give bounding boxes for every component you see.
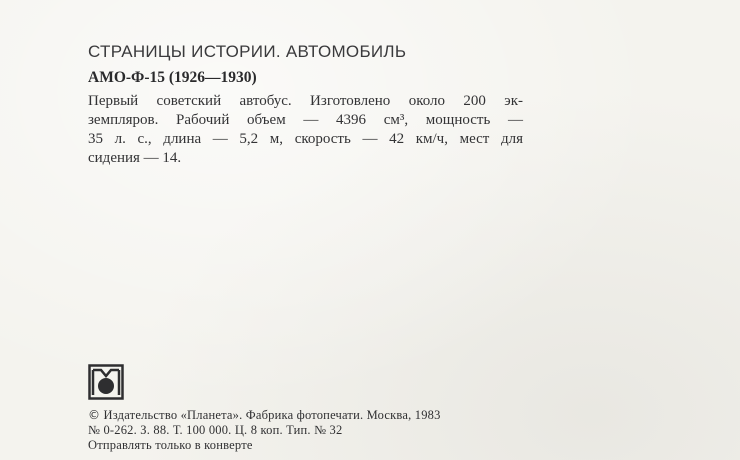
subject-title: АМО-Ф-15 (1926—1930)	[88, 69, 257, 86]
copyright-icon: ©	[88, 408, 101, 422]
description-line: Первый советский автобус. Изготовлено около 200 эк-	[88, 93, 523, 109]
publisher-logo-icon	[88, 364, 124, 400]
imprint-mailing-note: Отправлять только в конверте	[88, 438, 253, 452]
description-line: земпляров. Рабочий объем — 4396 см³, мощность —	[88, 112, 523, 128]
description	[88, 92, 523, 168]
imprint	[88, 408, 518, 453]
description-line: сидения — 14.	[88, 150, 182, 166]
description-line: 35 л. с., длина — 5,2 м, скорость — 42 км/ч, мест для	[88, 131, 523, 147]
imprint-publisher-line	[88, 408, 518, 423]
publisher-text: Издательство «Планета». Фабрика фотопечати. Москва, 1983	[103, 408, 441, 422]
series-title: СТРАНИЦЫ ИСТОРИИ. АВТОМОБИЛЬ	[88, 42, 407, 61]
imprint-order-line: № 0-262. З. 88. Т. 100 000. Ц. 8 коп. Тип. № 32	[88, 423, 343, 437]
